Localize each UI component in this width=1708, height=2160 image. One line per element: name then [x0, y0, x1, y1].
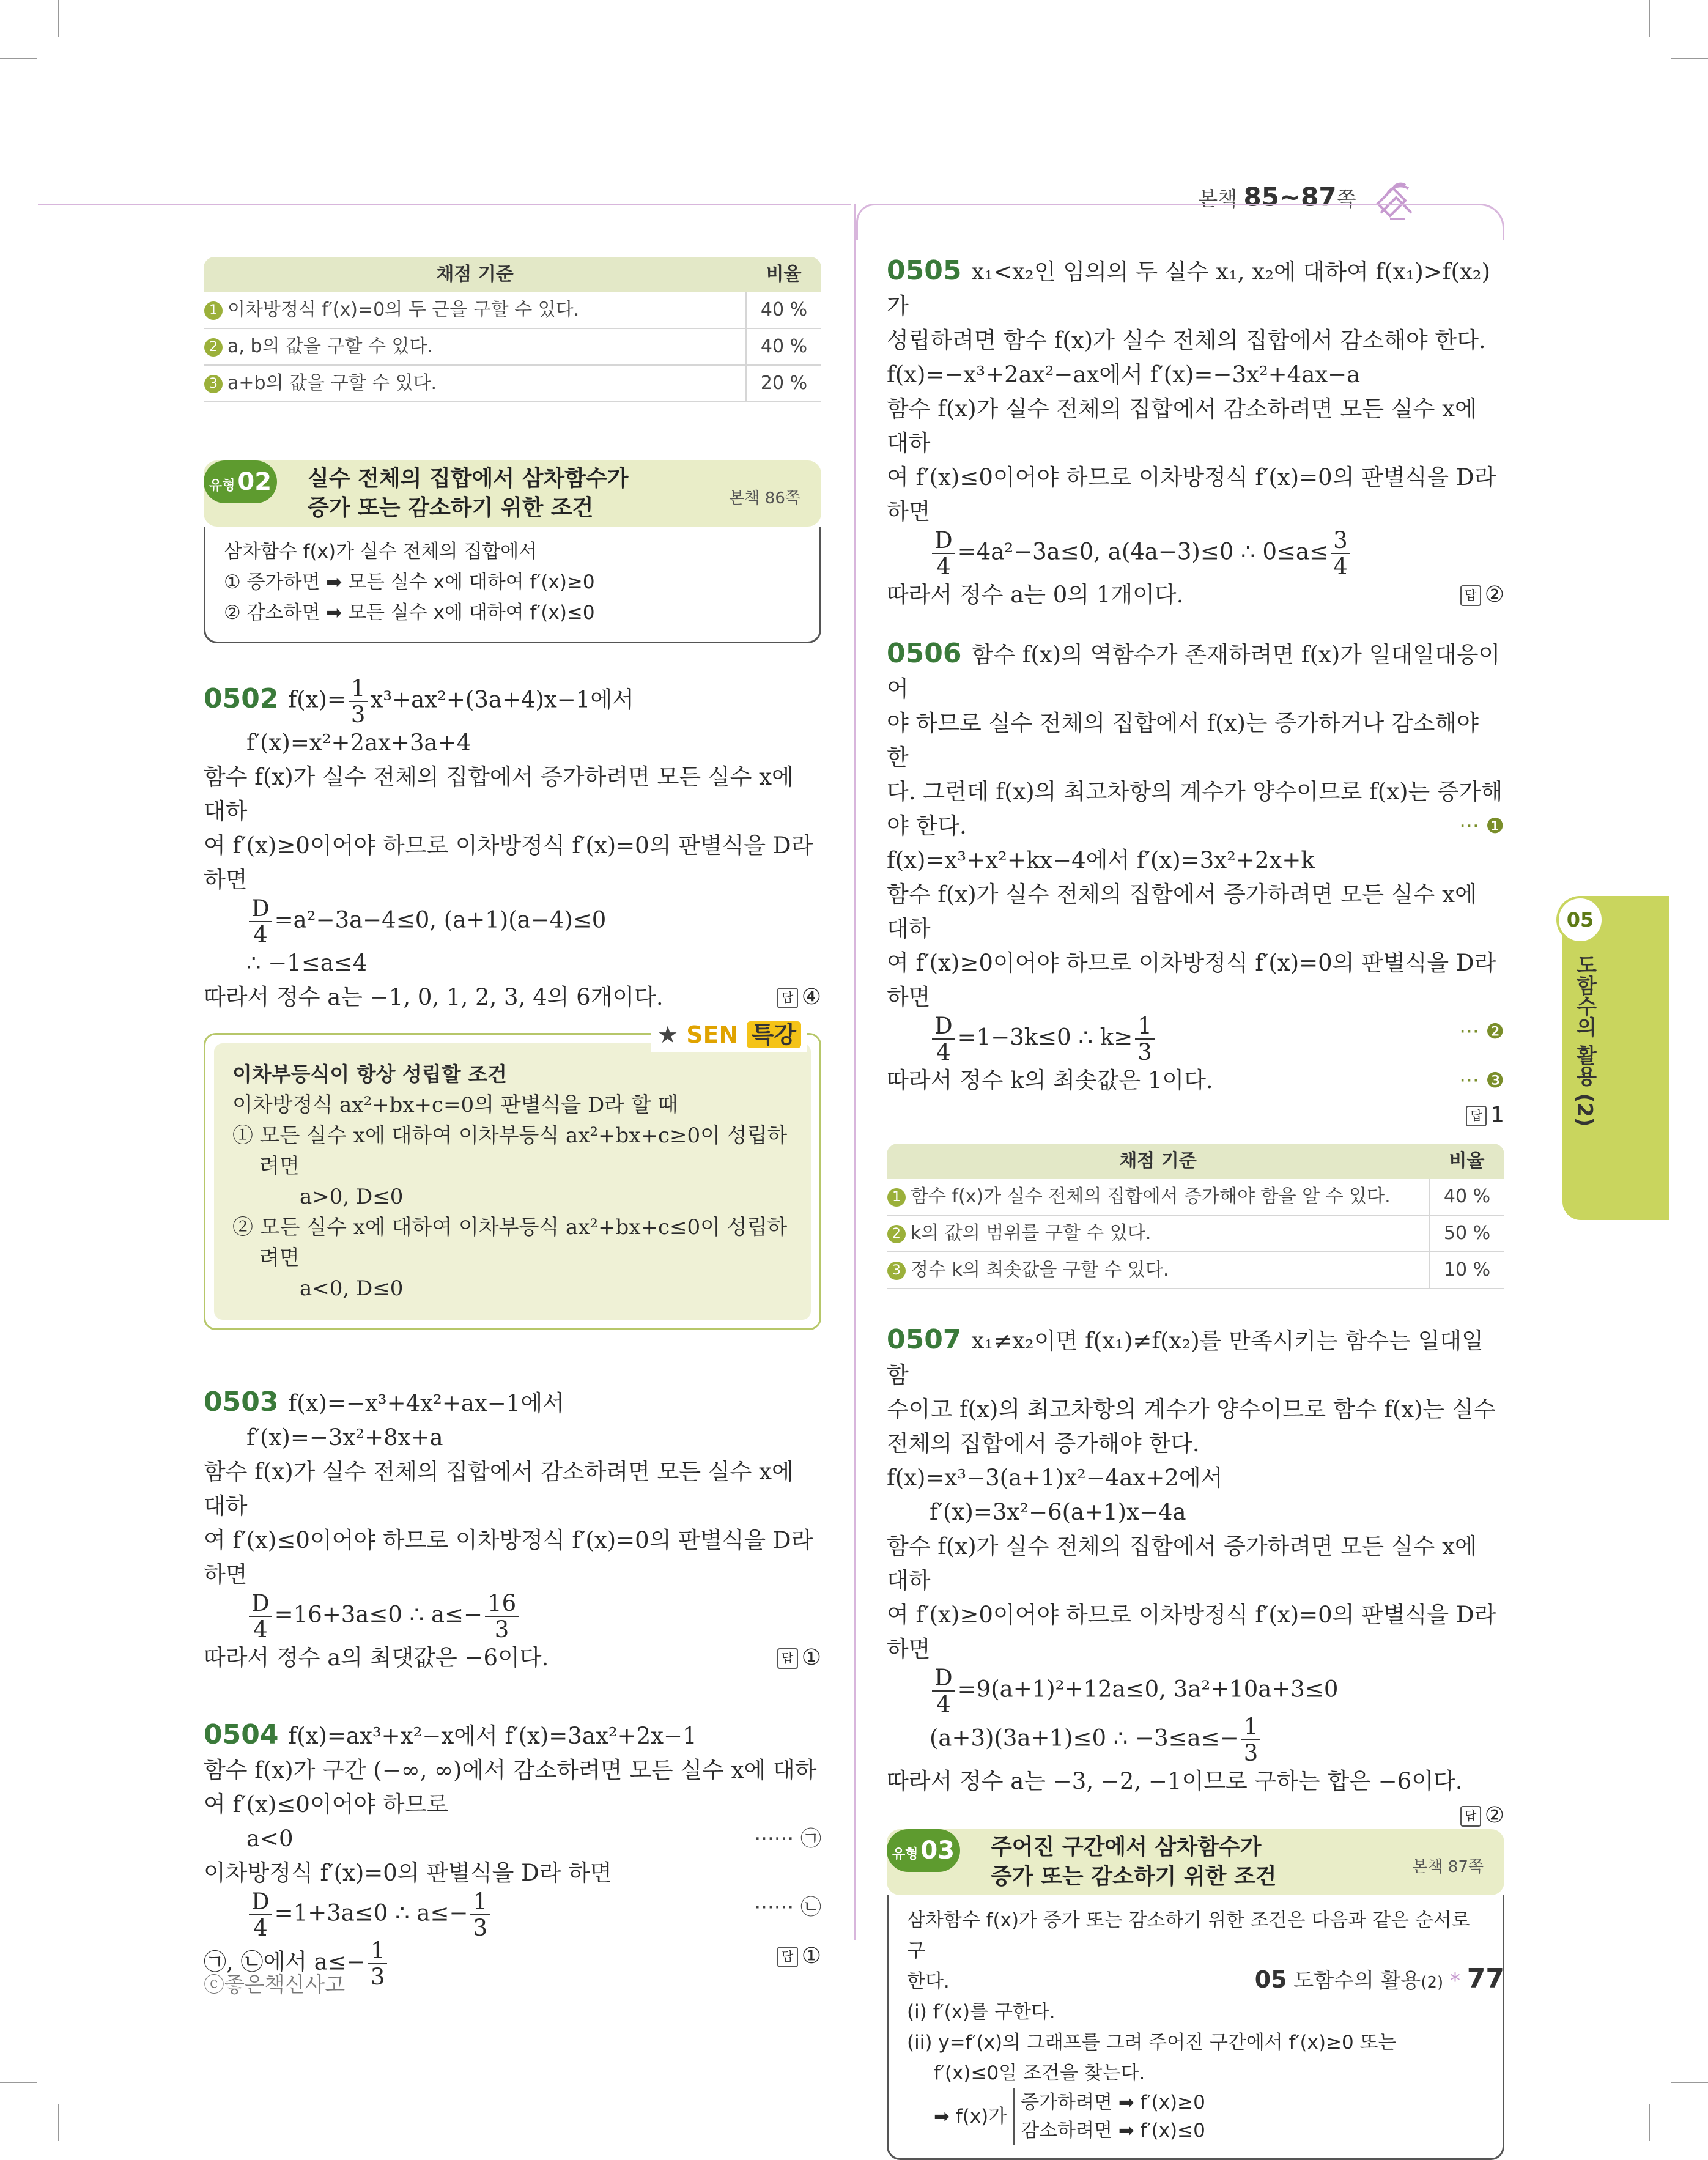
criterion-ratio: 10 % [1429, 1252, 1504, 1289]
crop-mark [1671, 58, 1708, 59]
table-row [204, 365, 821, 402]
criterion-ratio: 50 % [1429, 1215, 1504, 1252]
sen-badge: ★ SEN 특강 [651, 1018, 807, 1052]
answer: 답 ② [1460, 578, 1504, 612]
page-reference: 본책 85~87쪽 [1198, 170, 1424, 230]
criterion-number: 2 [887, 1225, 906, 1243]
criterion-number: 3 [204, 375, 223, 393]
table-header: 비율 [746, 257, 821, 292]
sen-note-box: ★ SEN 특강 이차부등식이 항상 성립할 조건 이차방정식 ax²+bx+c=0의 판별식을 D라 할 때 ① 모든 실수 x에 대하여 이차부등식 ax²+bx+c≥0이 성립하 려면 a>0, D≤0 ② 모든 실수 x에 대하여 이차부등식 ax²+bx+c≤0이 성립하 려면 a<0, D≤0 [204, 1033, 821, 1330]
left-column [204, 257, 821, 1988]
type-page-ref: 본책 86쪽 [729, 489, 800, 508]
type-summary: 삼차함수 f(x)가 실수 전체의 집합에서 ① 증가하면 ➡ 모든 실수 x에 대하여 f′(x)≥0 ② 감소하면 ➡ 모든 실수 x에 대하여 f′(x)≤0 [204, 527, 821, 643]
solution-0506: 0506 함수 f(x)의 역함수가 존재하려면 f(x)가 일대일대응이어 야 하므로 실수 전체의 집합에서 f(x)는 증가하거나 감소해야 한 다. 그런데 f(x)의 최고차항의 계수가 양수이므로 f(x)는 증가해 야 한다. ··· ❶ f(x)=x³+x²+kx−4에서 f′(x)=3x²+2x+k 함수 f(x)가 실수 전체의 집합에서 증가하려면 모든 실수 x에 대하 여 f′(x)≥0이어야 하므로 이차방정식 f′(x)=0의 판별식을 D라 하면 $\frac{D}{4}$ =1−3k≤0 ∴ k≥ $\frac{1}{3}$ ··· ❷ 따라서 정수 k의 최솟값은 1이다. ··· ❸ 답 1 [887, 638, 1504, 1128]
right-column [887, 254, 1504, 2160]
table-row [887, 1252, 1504, 1289]
crop-mark [58, 0, 59, 37]
criterion-text: 이차방정식 f′(x)=0의 두 근을 구할 수 있다. [227, 299, 580, 320]
solution-0503: 0503 f(x)=−x³+4x²+ax−1에서 f′(x)=−3x²+8x+a 함수 f(x)가 실수 전체의 집합에서 감소하려면 모든 실수 x에 대하 여 f′(x)≤0이어야 하므로 이차방정식 f′(x)=0의 판별식을 D라 하면 $\frac{D}{4}$ =16+3a≤0 ∴ a≤− $\frac{16}{3}$ 따라서 정수 a의 최댓값은 −6이다. 답 ① [204, 1385, 821, 1675]
crop-mark [0, 2082, 37, 2083]
problem-number: 0505 [887, 255, 962, 286]
table-header: 채점 기준 [887, 1144, 1429, 1179]
answer-icon: 답 [777, 988, 798, 1008]
table-row [887, 1215, 1504, 1252]
answer-icon: 답 [1460, 1806, 1481, 1827]
answer-icon: 답 [777, 1947, 798, 1967]
answer-icon: 답 [1460, 585, 1481, 606]
type-banner [204, 460, 821, 527]
crop-mark [1649, 0, 1650, 37]
table-row [887, 1179, 1504, 1215]
page-footer: 05 도함수의 활용(2) * 77 [1254, 1963, 1504, 1994]
problem-number: 0506 [887, 638, 962, 669]
answer-icon: 답 [1466, 1106, 1487, 1126]
type-page-ref: 본책 87쪽 [1412, 1858, 1484, 1876]
criterion-number: 2 [204, 338, 223, 357]
page-number: 77 [1466, 1963, 1504, 1994]
criterion-ratio: 40 % [746, 328, 821, 365]
criterion-text: a, b의 값을 구할 수 있다. [227, 336, 434, 357]
crop-mark [1649, 2104, 1650, 2141]
note-title: 이차부등식이 항상 성립할 조건 [232, 1062, 507, 1086]
criterion-text: a+b의 값을 구할 수 있다. [227, 372, 437, 394]
table-header: 채점 기준 [204, 257, 746, 292]
type-tag: 유형 02 [204, 460, 277, 503]
header-rule-right [856, 204, 1504, 240]
crop-mark [58, 2104, 59, 2141]
solution-0502: 0502 f(x)= $\frac{1}{3}$ x³+ax²+(3a+4)x−1에서 f′(x)=x²+2ax+3a+4 함수 f(x)가 실수 전체의 집합에서 증가하려면 모든 실수 x에 대하 여 f′(x)≥0이어야 하므로 이차방정식 f′(x)=0의 판별식을 D라 하면 $\frac{D}{4}$ =a²−3a−4≤0, (a+1)(a−4)≤0 ∴ −1≤a≤4 따라서 정수 a는 −1, 0, 1, 2, 3, 4의 6개이다. 답 ④ [204, 677, 821, 1015]
solution-0505: 0505 x₁<x₂인 임의의 두 실수 x₁, x₂에 대하여 f(x₁)>f(x₂)가 성립하려면 함수 f(x)가 실수 전체의 집합에서 감소해야 한다. f(x)=−x³+2ax²−ax에서 f′(x)=−3x²+4ax−a 함수 f(x)가 실수 전체의 집합에서 감소하려면 모든 실수 x에 대하 여 f′(x)≤0이어야 하므로 이차방정식 f′(x)=0의 판별식을 D라 하면 $\frac{D}{4}$ =4a²−3a≤0, a(4a−3)≤0 ∴ 0≤a≤ $\frac{3}{4}$ 따라서 정수 a는 0의 1개이다. 답 ② [887, 254, 1504, 612]
answer: 답 ① [777, 1939, 821, 1973]
answer: 답 ① [777, 1641, 821, 1675]
problem-number: 0504 [204, 1719, 279, 1750]
scoring-table [204, 257, 821, 402]
step-marker: ··· ❷ [1459, 1019, 1504, 1044]
criterion-ratio: 40 % [1429, 1179, 1504, 1215]
criterion-ratio: 40 % [746, 292, 821, 328]
crop-mark [1671, 2082, 1708, 2083]
solution-0504: 0504 f(x)=ax³+x²−x에서 f′(x)=3ax²+2x−1 함수 f(x)가 구간 (−∞, ∞)에서 감소하려면 모든 실수 x에 대하 여 f′(x)≤0이어야 하므로 a<0 ······ ㉠ 이차방정식 f′(x)=0의 판별식을 D라 하면 $\frac{D}{4}$ =1+3a≤0 ∴ a≤− $\frac{1}{3}$ ······ ㉡ ㉠, ㉡에서 a≤− $\frac{1}{3}$ 답 ① [204, 1719, 821, 1990]
type-tag: 유형 03 [887, 1829, 960, 1872]
crop-mark [0, 58, 37, 59]
answer: 답 1 [1466, 1103, 1504, 1128]
criterion-text: 함수 f(x)가 실수 전체의 집합에서 증가해야 함을 알 수 있다. [911, 1186, 1391, 1207]
answer: 답 ② [1460, 1799, 1504, 1833]
criterion-text: k의 값의 범위를 구할 수 있다. [911, 1222, 1152, 1244]
problem-number: 0507 [887, 1324, 962, 1355]
criterion-ratio: 20 % [746, 365, 821, 402]
criterion-number: 3 [887, 1262, 906, 1280]
publisher: ⓒ좋은책신사고 [204, 1973, 346, 1997]
criterion-number: 1 [887, 1188, 906, 1207]
column-divider [854, 204, 856, 1940]
type-title: 주어진 구간에서 삼차함수가 증가 또는 감소하기 위한 조건 [991, 1835, 1277, 1889]
criterion-text: 정수 k의 최솟값을 구할 수 있다. [911, 1259, 1169, 1281]
solution-0507: 0507 x₁≠x₂이면 f(x₁)≠f(x₂)를 만족시키는 함수는 일대일함 수이고 f(x)의 최고차항의 계수가 양수이므로 함수 f(x)는 실수 전체의 집합에서 증가해야 한다. f(x)=x³−3(a+1)x²−4ax+2에서 f′(x)=3x²−6(a+1)x−4a 함수 f(x)가 실수 전체의 집합에서 증가하려면 모든 실수 x에 대하 여 f′(x)≥0이어야 하므로 이차방정식 f′(x)=0의 판별식을 D라 하면 $\frac{D}{4}$ =9(a+1)²+12a≤0, 3a²+10a+3≤0 (a+3)(3a+1)≤0 ∴ −3≤a≤− $\frac{1}{3}$ 따라서 정수 a는 −3, −2, −1이므로 구하는 합은 −6이다. 답 ② [887, 1323, 1504, 1799]
problem-number: 0502 [204, 682, 279, 714]
step-marker: ··· ❸ [1459, 1068, 1504, 1093]
table-row [204, 328, 821, 365]
type-title: 실수 전체의 집합에서 삼차함수가 증가 또는 감소하기 위한 조건 [308, 466, 629, 520]
chapter-title: 도함수의 활용 (2) [1572, 954, 1597, 1127]
scoring-table [887, 1144, 1504, 1289]
chapter-side-tab [1562, 896, 1669, 1220]
problem-number: 0503 [204, 1386, 279, 1418]
table-row [204, 292, 821, 328]
answer-icon: 답 [777, 1648, 798, 1669]
step-marker: ··· ❶ [1459, 814, 1504, 838]
criterion-number: 1 [204, 301, 223, 320]
header-rule [38, 204, 851, 205]
answer: 답 ④ [777, 980, 821, 1015]
chapter-number: 05 [1556, 896, 1604, 944]
table-header: 비율 [1429, 1144, 1504, 1179]
type-banner [887, 1829, 1504, 1895]
type-summary: 삼차함수 f(x)가 증가 또는 감소하기 위한 조건은 다음과 같은 순서로 구 한다. (i) f′(x)를 구한다. (ii) y=f′(x)의 그래프를 그려 주어진 구간에서 f′(x)≥0 또는 f′(x)≤0일 조건을 찾는다. ➡ f(x)가 증가하려면 ➡ f′(x)≥0 감소하려면 ➡ f′(x)≤0 [887, 1895, 1504, 2160]
